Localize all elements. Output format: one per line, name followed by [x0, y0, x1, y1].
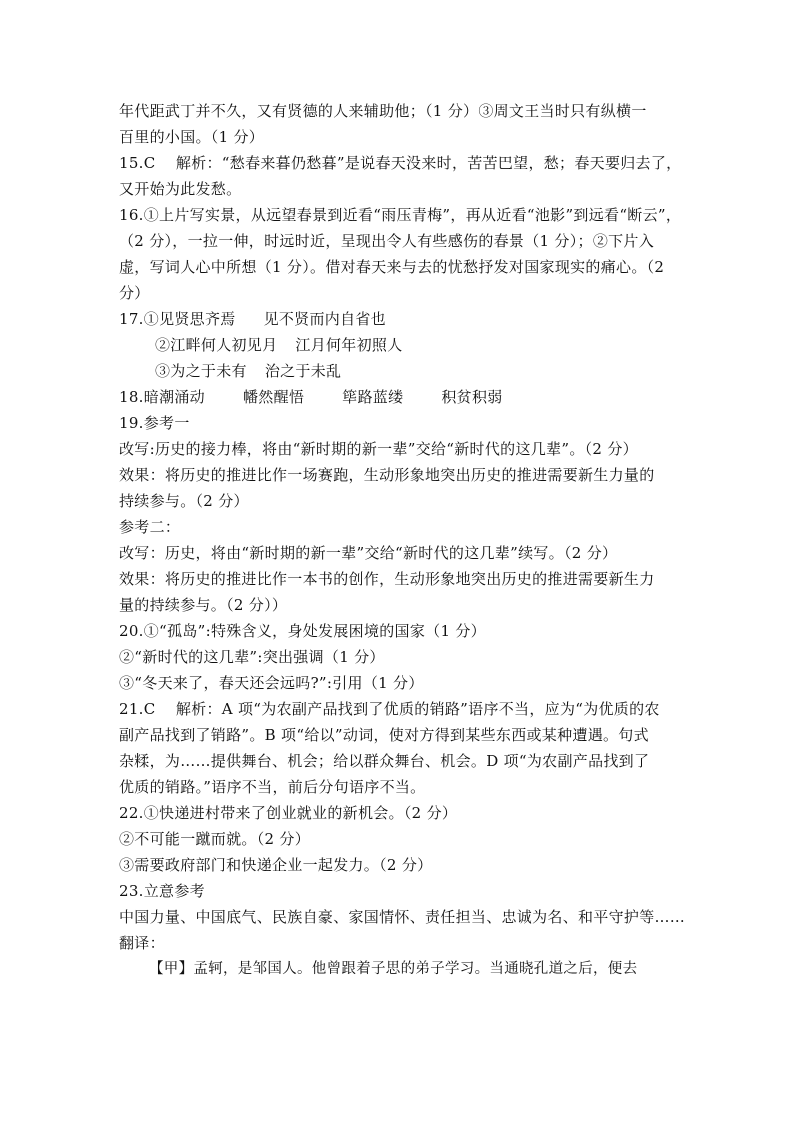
- text-line: ③需要政府部门和快递企业一起发力。（2 分）: [119, 856, 433, 874]
- q17-answer-b: 治之于未乱: [264, 362, 342, 380]
- text-line: 效果：将历史的推进比作一本书的创作，生动形象地突出历史的推进需要新生力: [119, 570, 655, 588]
- text-line: 效果：将历史的推进比作一场赛跑，生动形象地突出历史的推进需要新生力量的: [119, 466, 655, 484]
- text-line: 分）: [119, 284, 150, 302]
- text-line: 优质的销路。”语序不当，前后分句语序不当。: [119, 778, 426, 796]
- q17-answer-a: ①见贤思齐焉: [143, 310, 236, 328]
- q18-word: 积贫积弱: [441, 388, 503, 406]
- text-line: 虚，写词人心中所想（1 分）。借对春天来与去的忧愁抒发对国家现实的痛心。（2: [119, 258, 665, 276]
- q18-row: [119, 384, 679, 410]
- text-line: 持续参与。（2 分）: [119, 492, 249, 510]
- answer-document: [119, 98, 686, 982]
- text-line: 量的持续参与。（2 分））: [119, 596, 288, 614]
- text-line: 16.①上片写实景，从远望春景到近看“雨压青梅”，再从近看“池影”到远看“断云”，: [119, 206, 682, 224]
- text-line: ②不可能一蹴而就。（2 分）: [119, 830, 311, 848]
- q18-word: 筚路蓝缕: [342, 388, 404, 406]
- text-line: 又开始为此发愁。: [119, 180, 242, 198]
- text-line: 23.立意参考: [119, 882, 205, 900]
- text-line: 年代距武丁并不久，又有贤德的人来辅助他；（1 分）③周文王当时只有纵横一: [119, 102, 647, 120]
- text-line: 15.C 解析：“愁春来暮仍愁暮”是说春天没来时，苦苦巴望，愁；春天要归去了，: [119, 154, 682, 172]
- q17-label: 17.: [119, 310, 144, 328]
- text-line: 翻译：: [119, 934, 165, 952]
- q18-word: 幡然醒悟: [242, 388, 305, 406]
- q17-answer-a: ②江畔何人初见月: [155, 336, 278, 354]
- text-line: 参考二：: [119, 518, 181, 536]
- text-line: 22.①快递进村带来了创业就业的新机会。（2 分）: [119, 804, 458, 822]
- q17-row-3: [119, 358, 679, 384]
- q17-row-1: [119, 306, 679, 332]
- text-line: 百里的小国。（1 分）: [119, 128, 265, 146]
- text-line: （2 分），一拉一伸，时远时近，呈现出令人有些感伤的春景（1 分）；②下片入: [119, 232, 655, 250]
- translation-paragraph: 【甲】孟轲，是邹国人。他曾跟着子思的弟子学习。当通晓孔道之后，便去: [149, 961, 638, 977]
- text-line: 21.C 解析：A 项“为农副产品找到了优质的销路”语序不当，应为“为优质的农: [119, 700, 660, 718]
- q17-answer-b: 江月何年初照人: [295, 336, 403, 354]
- q18-word: 暗潮涌动: [143, 388, 205, 406]
- text-line: ③“冬天来了，春天还会远吗?”:引用（1 分）: [119, 674, 424, 692]
- q17-answer-b: 见不贤而内自省也: [263, 310, 386, 328]
- text-line: 改写：历史，将由“新时期的新一辈”交给“新时代的这几辈”续写。（2 分）: [119, 544, 618, 562]
- q17-answer-a: ③为之于未有: [155, 362, 247, 380]
- text-line: 20.①“孤岛”:特殊含义，身处发展困境的国家（1 分）: [119, 622, 486, 640]
- text-line: 杂糅，为……提供舞台、机会；给以群众舞台、机会。D 项“为农副产品找到了: [119, 752, 650, 770]
- text-line: 副产品找到了销路”。B 项“给以”动词，使对方得到某些东西或某种遭遇。句式: [119, 726, 649, 744]
- q17-row-2: [119, 332, 679, 358]
- text-line: 19.参考一: [119, 414, 190, 432]
- q18-label: 18.: [119, 388, 144, 406]
- text-line: 改写:历史的接力棒，将由“新时期的新一辈”交给“新时代的这几辈”。（2 分）: [119, 440, 638, 458]
- text-line: 中国力量、中国底气、民族自豪、家国情怀、责任担当、忠诚为名、和平守护等……: [119, 908, 686, 926]
- text-line: ②“新时代的这几辈”:突出强调（1 分）: [119, 648, 385, 666]
